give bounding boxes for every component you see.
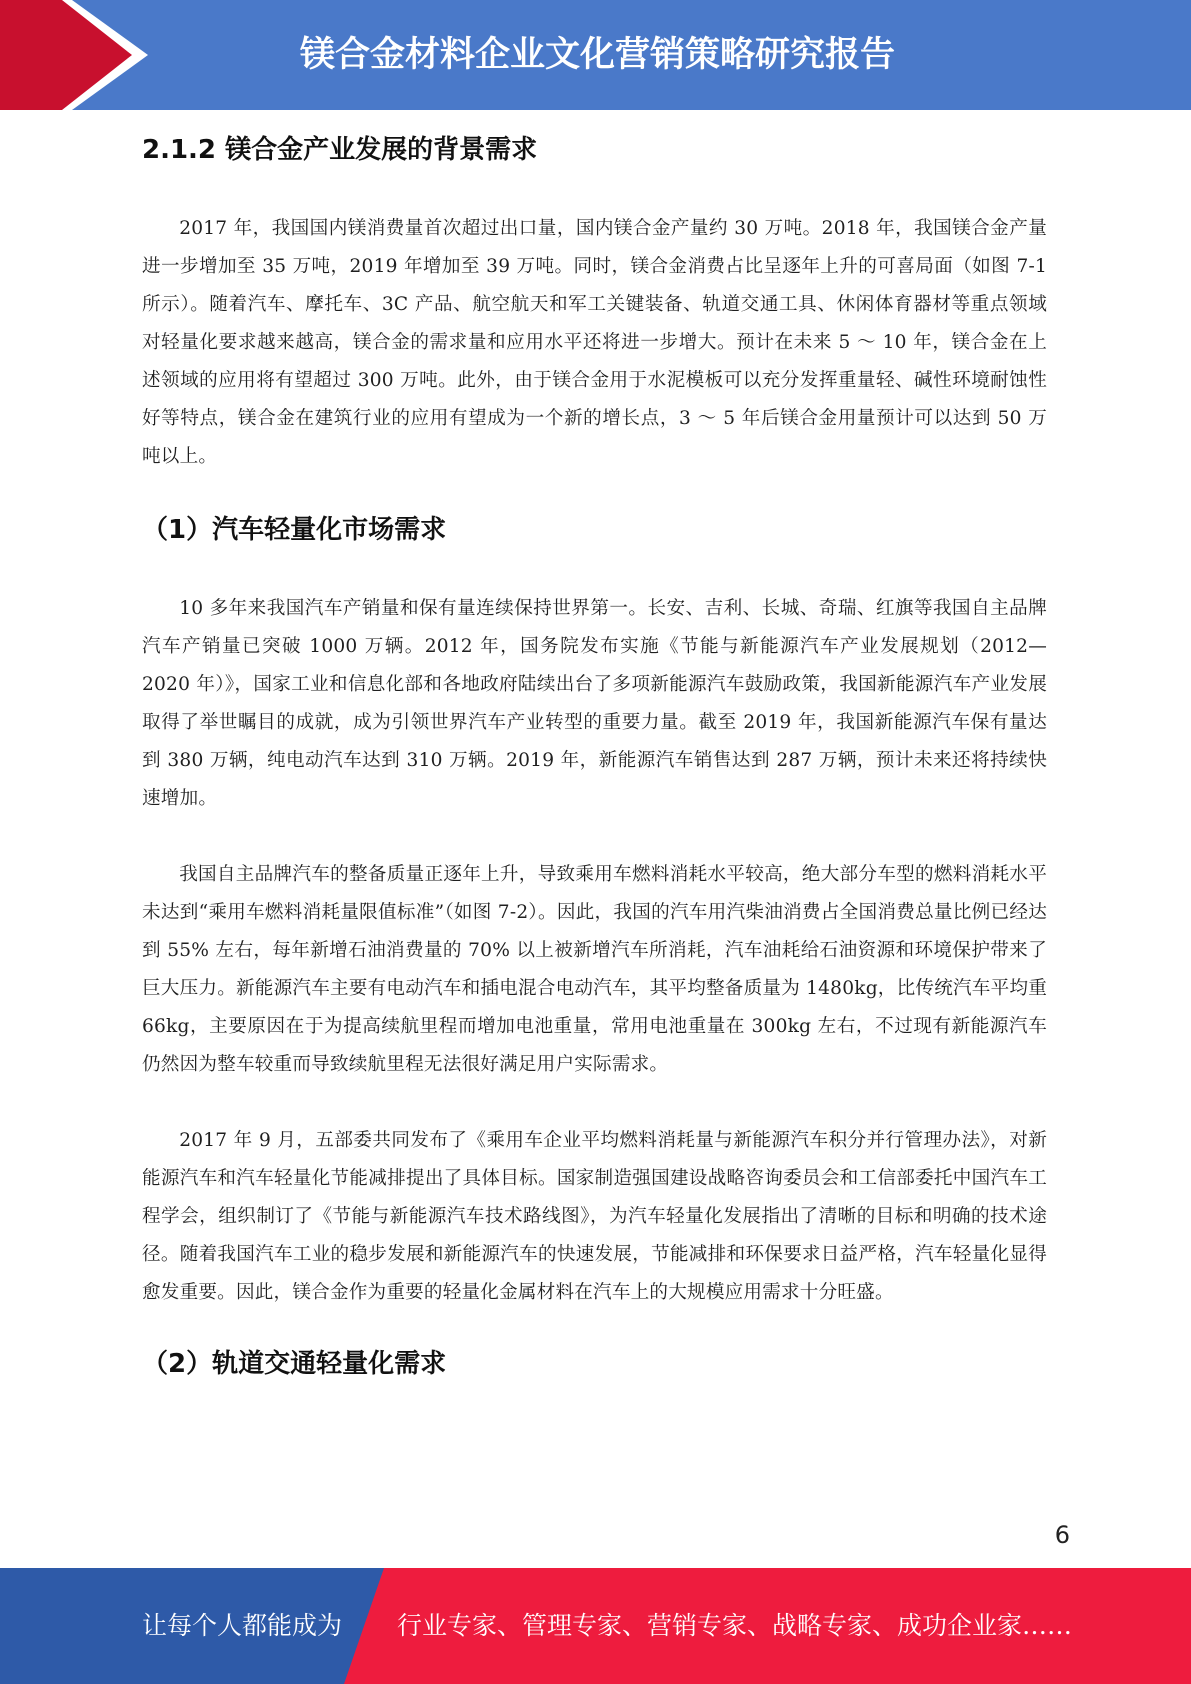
paragraph: 2017 年，我国国内镁消费量首次超过出口量，国内镁合金产量约 30 万吨。2018 年，我国镁合金产量进一步增加至 35 万吨，2019 年增加至 39 万吨。同时，镁合金消费占比呈逐年上升的可喜局面（如图 7-1 所示）。随着汽车、摩托车、3C 产品、航空航天和军工关键装备、轨道交通工具、休闲体育器材等重点领域对轻量化要求越来越高，镁合金的需求量和应用水平还将进一步增大。预计在未来 5 ～ 10 年，镁合金在上述领域的应用将有望超过 300 万吨。此外，由于镁合金用于水泥模板可以充分发挥重量轻、碱性环境耐蚀性好等特点，镁合金在建筑行业的应用有望成为一个新的增长点，3 ～ 5 年后镁合金用量预计可以达到 50 万吨以上。 xyxy=(142,218,1047,467)
footer-banner xyxy=(0,1568,1191,1684)
paragraph: 10 多年来我国汽车产销量和保有量连续保持世界第一。长安、吉利、长城、奇瑞、红旗等我国自主品牌汽车产销量已突破 1000 万辆。2012 年，国务院发布实施《节能与新能源汽车产业发展规划（2012—2020 年）》，国家工业和信息化部和各地政府陆续出台了多项新能源汽车鼓励政策，我国新能源汽车产业发展取得了举世瞩目的成就，成为引领世界汽车产业转型的重要力量。截至 2019 年，我国新能源汽车保有量达到 380 万辆，纯电动汽车达到 310 万辆。2019 年，新能源汽车销售达到 287 万辆，预计未来还将持续快速增加。 xyxy=(142,598,1047,809)
sub-heading-rail: （2）轨道交通轻量化需求 xyxy=(142,1349,447,1379)
footer-slogan-left: 让每个人都能成为 xyxy=(142,1611,343,1640)
sub-heading-auto: （1）汽车轻量化市场需求 xyxy=(142,515,447,545)
footer-slogan-right: 行业专家、管理专家、营销专家、战略专家、成功企业家…… xyxy=(397,1611,1073,1640)
page-number: 6 xyxy=(1054,1521,1070,1549)
section-heading-2-1-2: 2.1.2 镁合金产业发展的背景需求 xyxy=(142,135,538,165)
paragraph: 我国自主品牌汽车的整备质量正逐年上升，导致乘用车燃料消耗水平较高，绝大部分车型的燃料消耗水平未达到“乘用车燃料消耗量限值标准”（如图 7-2）。因此，我国的汽车用汽柴油消费占全国消费总量比例已经达到 55% 左右，每年新增石油消费量的 70% 以上被新增汽车所消耗，汽车油耗给石油资源和环境保护带来了巨大压力。新能源汽车主要有电动汽车和插电混合电动汽车，其平均整备质量为 1480kg，比传统汽车平均重 66kg，主要原因在于为提高续航里程而增加电池重量，常用电池重量在 300kg 左右，不过现有新能源汽车仍然因为整车较重而导致续航里程无法很好满足用户实际需求。 xyxy=(142,864,1047,1075)
page-content xyxy=(142,128,1047,1386)
report-title: 镁合金材料企业文化营销策略研究报告 xyxy=(300,35,896,75)
header-banner xyxy=(0,0,1191,110)
paragraph: 2017 年 9 月，五部委共同发布了《乘用车企业平均燃料消耗量与新能源汽车积分并行管理办法》，对新能源汽车和汽车轻量化节能减排提出了具体目标。国家制造强国建设战略咨询委员会和工信部委托中国汽车工程学会，组织制订了《节能与新能源汽车技术路线图》，为汽车轻量化发展指出了清晰的目标和明确的技术途径。随着我国汽车工业的稳步发展和新能源汽车的快速发展，节能减排和环保要求日益严格，汽车轻量化显得愈发重要。因此，镁合金作为重要的轻量化金属材料在汽车上的大规模应用需求十分旺盛。 xyxy=(142,1130,1047,1303)
